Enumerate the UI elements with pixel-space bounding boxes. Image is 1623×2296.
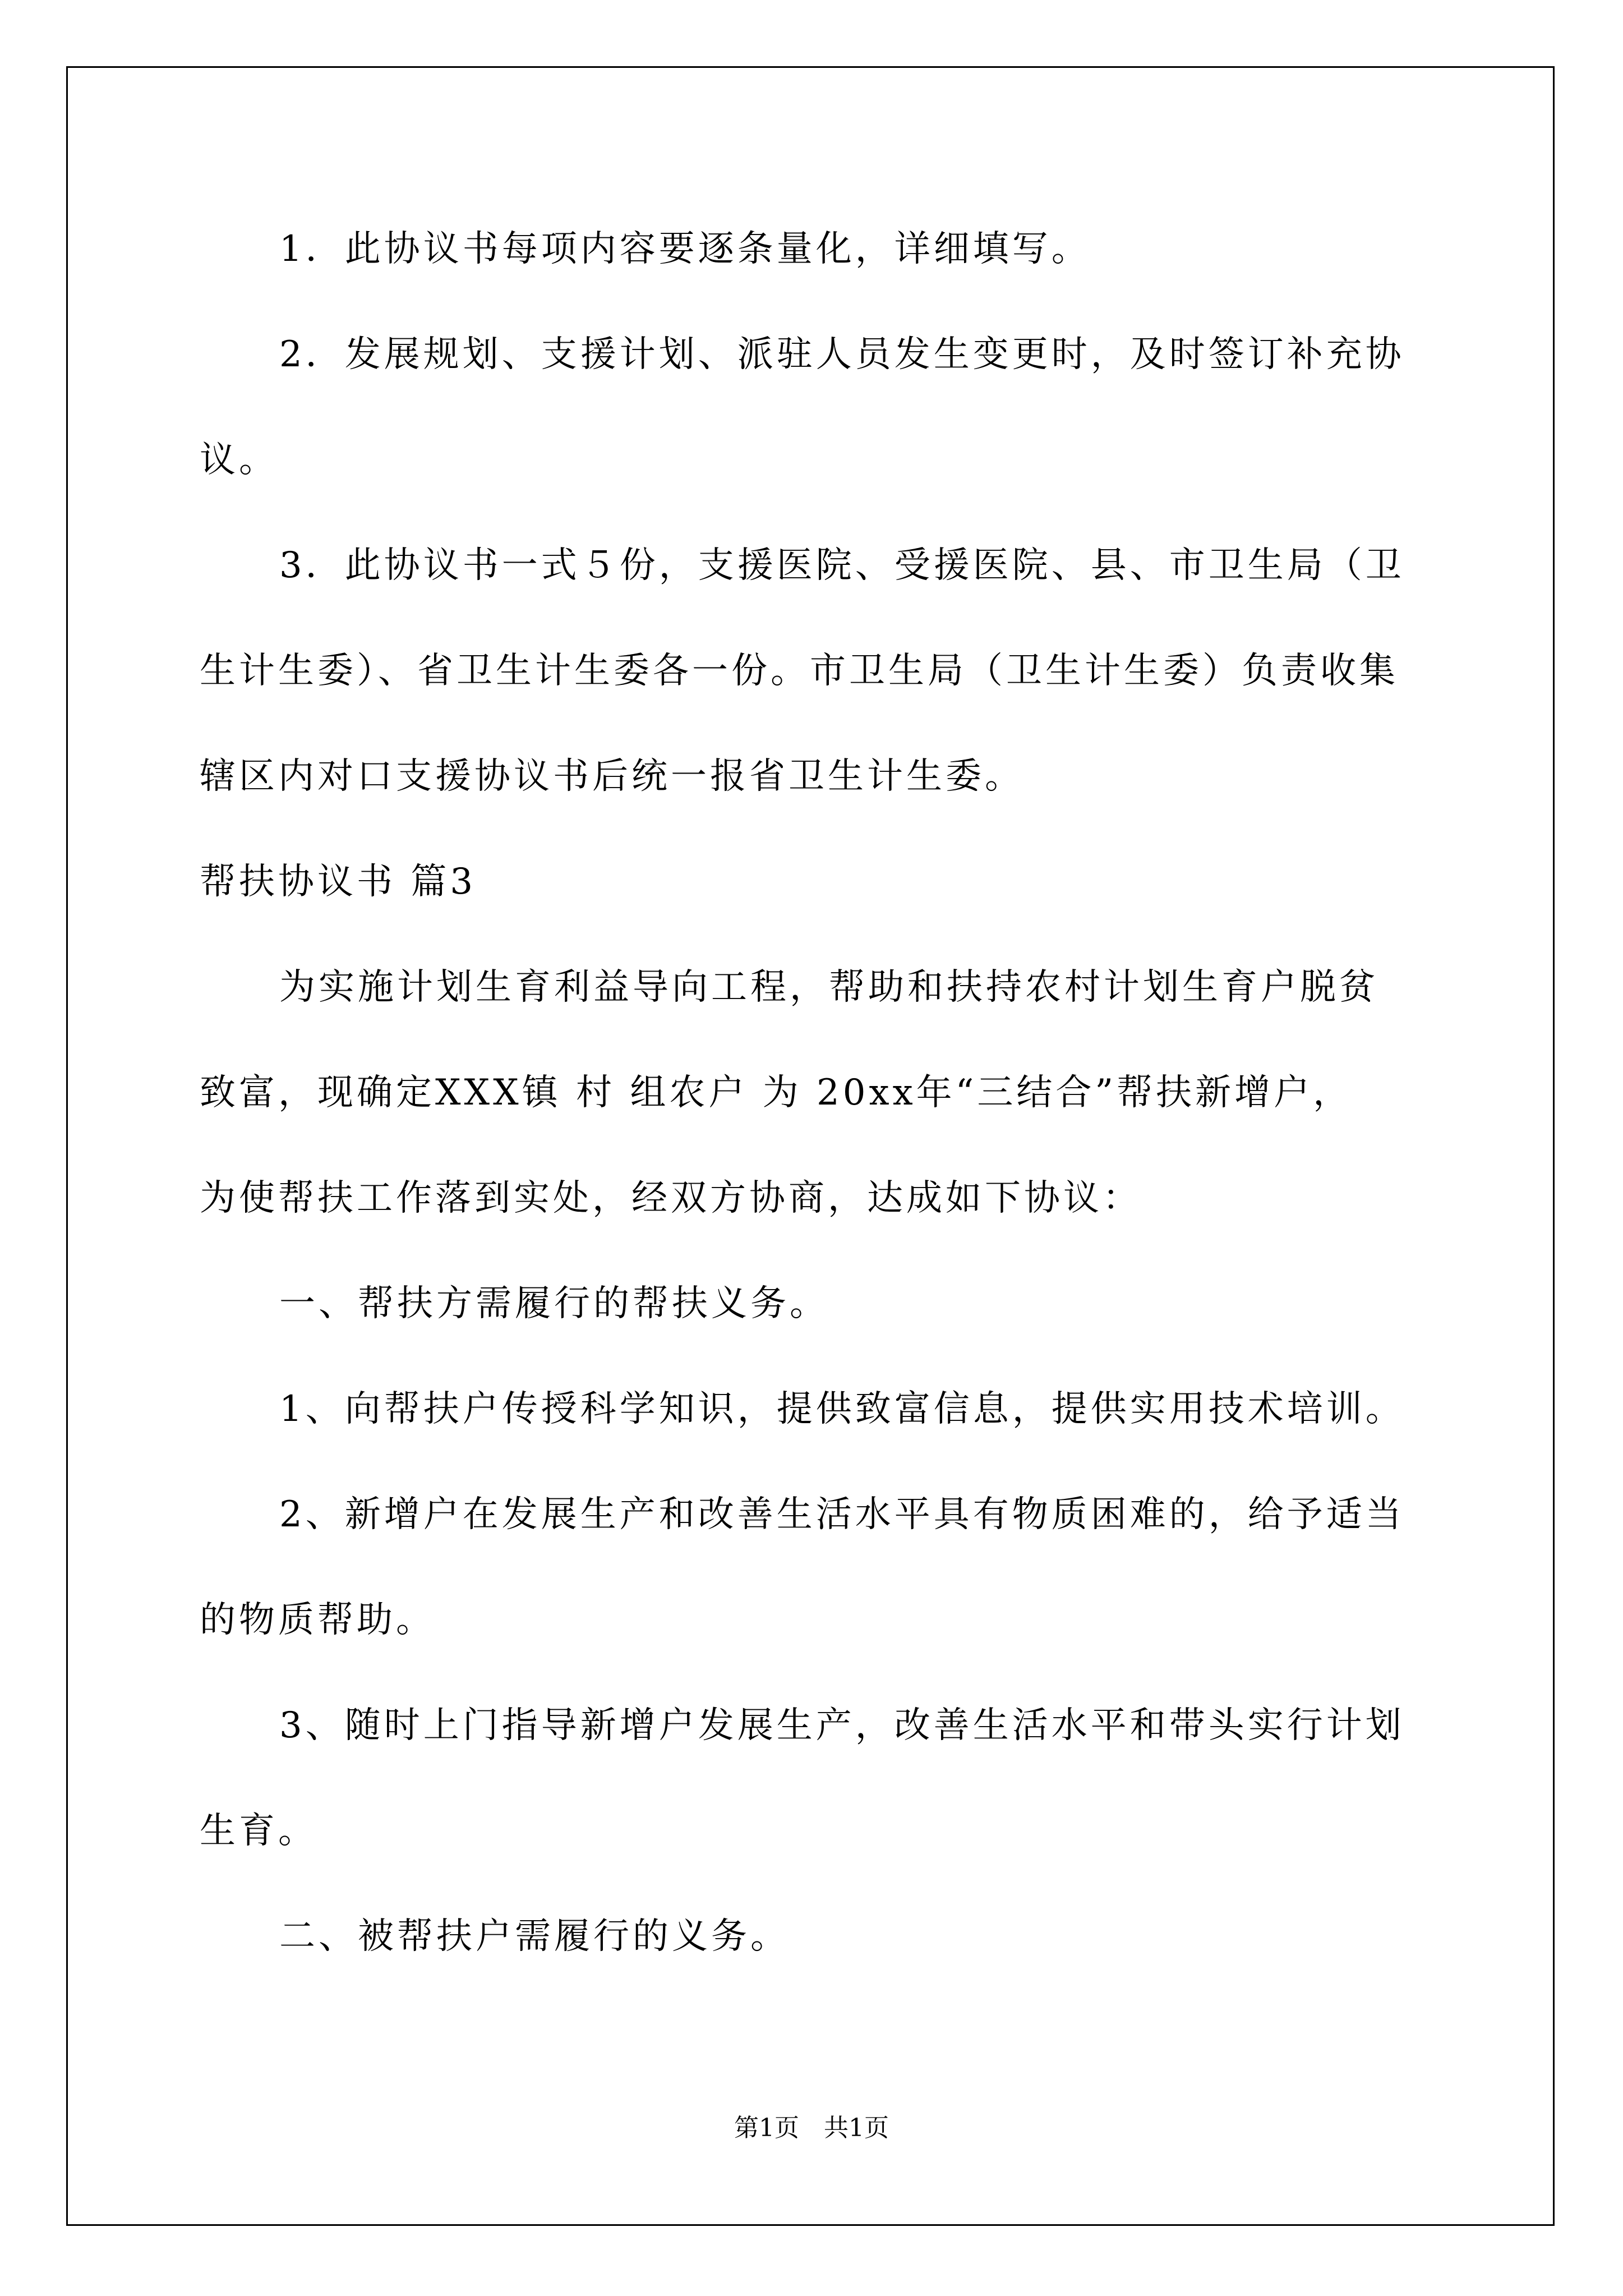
paragraph-line: 的物质帮助。 xyxy=(200,1599,435,1641)
paragraph-line: 1．此协议书每项内容要逐条量化，详细填写。 xyxy=(279,228,1091,270)
paragraph-line: 3、随时上门指导新增户发展生产，改善生活水平和带头实行计划 xyxy=(279,1705,1405,1746)
paragraph-line: 议。 xyxy=(200,439,278,481)
paragraph-line: 1、向帮扶户传授科学知识，提供致富信息，提供实用技术培训。 xyxy=(279,1388,1405,1430)
paragraph-line: 生计生委）、省卫生计生委各一份。市卫生局（卫生计生委）负责收集 xyxy=(200,650,1399,692)
paragraph-line: 生育。 xyxy=(200,1810,317,1852)
paragraph-line: 致富，现确定XXX镇 村 组农户 为 20xx年“三结合”帮扶新增户， xyxy=(200,1072,1353,1114)
paragraph-line: 二、被帮扶户需履行的义务。 xyxy=(279,1916,790,1957)
paragraph-line: 3．此协议书一式５份，支援医院、受援医院、县、市卫生局（卫 xyxy=(279,545,1405,586)
page-footer: 第1页 共1页 xyxy=(734,2114,889,2142)
paragraph-line: 为实施计划生育利益导向工程，帮助和扶持农村计划生育户脱贫 xyxy=(279,967,1378,1008)
section-heading: 帮扶协议书 篇3 xyxy=(200,861,477,903)
paragraph-line: 2．发展规划、支援计划、派驻人员发生变更时，及时签订补充协 xyxy=(279,334,1405,375)
paragraph-line: 辖区内对口支援协议书后统一报省卫生计生委。 xyxy=(200,756,1024,797)
paragraph-line: 为使帮扶工作落到实处，经双方协商，达成如下协议： xyxy=(200,1177,1142,1219)
paragraph-line: 一、帮扶方需履行的帮扶义务。 xyxy=(279,1283,829,1324)
page-border xyxy=(66,66,1555,2226)
paragraph-line: 2、新增户在发展生产和改善生活水平具有物质困难的，给予适当 xyxy=(279,1494,1405,1535)
